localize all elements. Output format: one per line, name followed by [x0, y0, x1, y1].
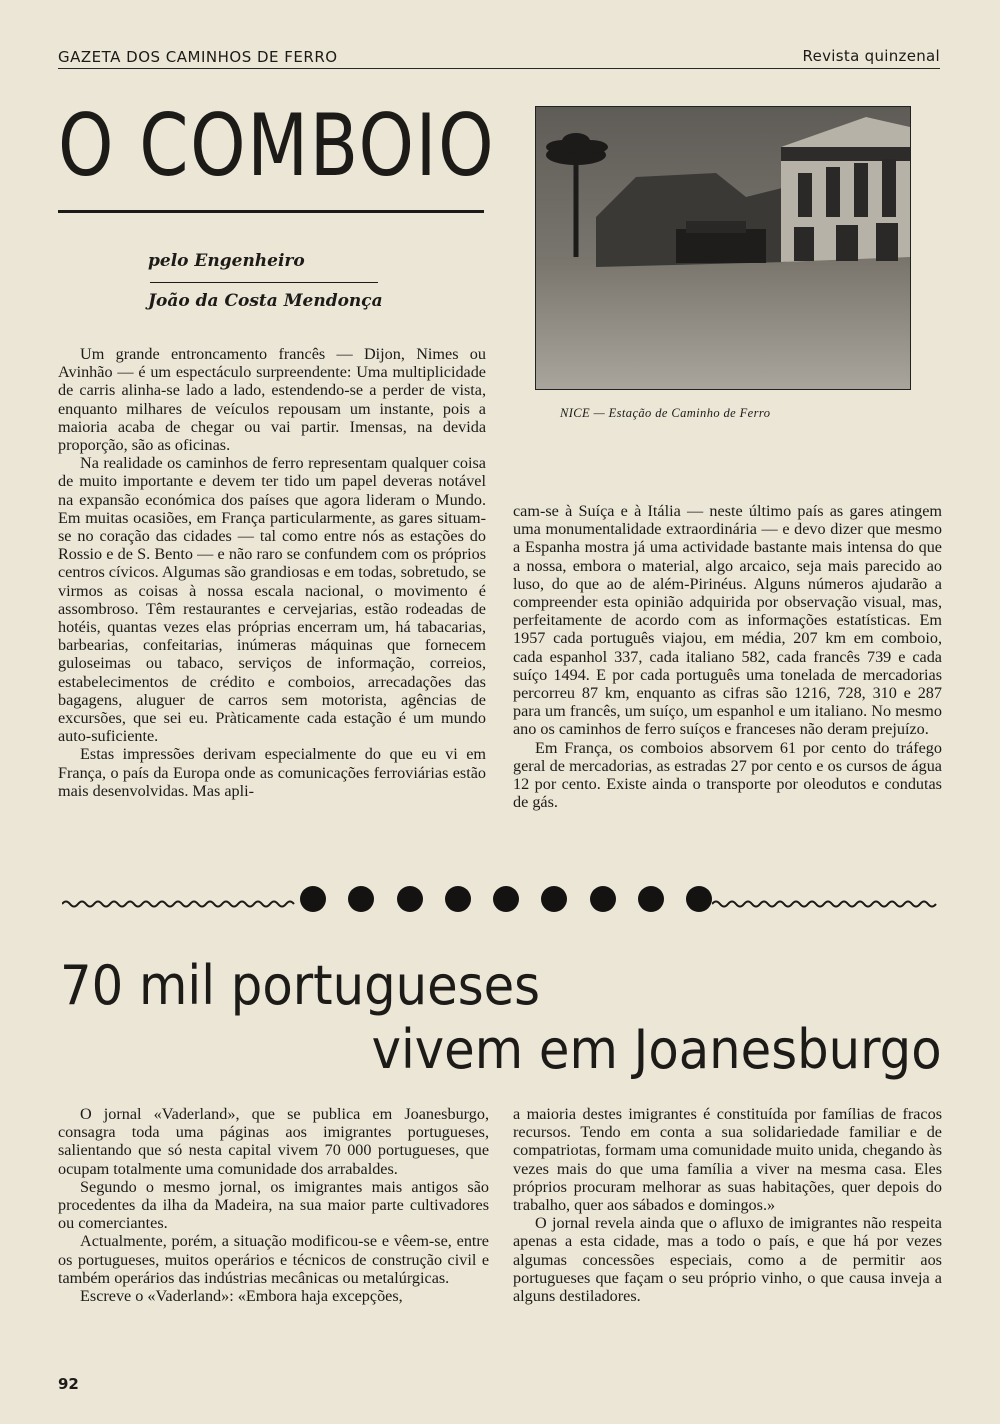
paragraph: O jornal «Vaderland», que se publica em Joanesburgo, consagra toda uma páginas aos imigrantes portugueses, salientando que só nesta capital vivem 70 000 portugueses, que ocupam totalmente uma comunidade dos arrabaldes.: [58, 1105, 489, 1178]
paragraph: a maioria destes imigrantes é constituída por famílias de fracos recursos. Tendo em conta a sua solidariedade familiar e de compatriotas, formam uma comunidade muito unida, chegando às vezes mais do que uma família a viver na mesma casa. Eles próprios procuram melhorar as suas habitações, quer depois do trabalho, quer aos sábados e domingos.»: [513, 1105, 942, 1215]
byline-rule: [150, 282, 378, 283]
wave-ornament-left: [62, 898, 300, 910]
article1-column-1: [58, 345, 486, 800]
article2-column-1: [58, 1105, 489, 1305]
byline-author: João da Costa Mendonça: [148, 291, 383, 311]
station-photo-drawing: [536, 107, 910, 389]
divider-dot: [638, 886, 664, 912]
station-photo: [535, 106, 911, 390]
divider-dot: [397, 886, 423, 912]
divider-dot: [590, 886, 616, 912]
publication-name: GAZETA DOS CAMINHOS DE FERRO: [58, 48, 338, 66]
divider-dot: [541, 886, 567, 912]
dot-divider: [300, 884, 712, 914]
paragraph: Actualmente, porém, a situação modificou-se e vêem-se, entre os portugueses, muitos operários e técnicos de construção civil e também operários das indústrias mecânicas ou metalúrgicas.: [58, 1232, 489, 1287]
divider-dot: [445, 886, 471, 912]
divider-dot: [686, 886, 712, 912]
article1-column-2: [513, 502, 942, 811]
wave-ornament-right: [712, 898, 942, 910]
article-title: O COMBOIO: [58, 96, 496, 196]
divider-dot: [493, 886, 519, 912]
photo-caption: NICE — Estação de Caminho de Ferro: [560, 406, 771, 420]
paragraph: Estas impressões derivam especialmente do que eu vi em França, o país da Europa onde as comunicações ferroviárias estão mais desenvolvidas. Mas apli-: [58, 745, 486, 800]
paragraph: Na realidade os caminhos de ferro representam qualquer coisa de muito importante e devem ter tido um papel deveras notável na expansão económica dos países que agora lideram o Mundo. Em muitas ocasiões, em França particularmente, as gares situam-se no coração das cidades — tal como entre nós as estações do Rossio e de S. Bento — e não raro se confundem com os próprios centros cívicos. Algumas são grandiosas e em todas, sobretudo, se virmos as coisas à nossa escala nacional, o movimento é assombroso. Têm restaurantes e cervejarias, estão rodeadas de hotéis, quantas vezes elas próprias encerram um, há tabacarias, barbearias, confeitarias, inúmeras máquinas que fornecem guloseimas ou tabaco, serviços de informação, correios, estabelecimentos de crédito e comboios, arrecadações das bagagens, aluguer de carros sem motorista, agências de excursões, que sei eu. Pràticamente cada estação é um mundo auto-suficiente.: [58, 454, 486, 746]
divider-dot: [348, 886, 374, 912]
paragraph: O jornal revela ainda que o afluxo de imigrantes não respeita apenas a esta cidade, mas a todo o país, e que há por vezes algumas concessões especiais, como a de permitir aos portugueses que façam o seu próprio vinho, o que causa inveja a alguns destiladores.: [513, 1214, 942, 1306]
title-rule: [58, 210, 484, 213]
paragraph: Escreve o «Vaderland»: «Embora haja excepções,: [80, 1287, 403, 1306]
paragraph: cam-se à Suíça e à Itália — neste último país as gares atingem uma monumentalidade extraordinária — e devo dizer que mesmo a Espanha mostra já uma actividade bastante mais intensa do que a nossa, embora o material, algo arcaico, seja mais parecido ao luso, do que ao de além-Pirinéus. Alguns números ajudarão a compreender esta opinião adquirida por observação visual, mas, perfeitamente de acordo com as informações estatísticas. Em 1957 cada português viajou, em média, 207 km em comboio, cada espanhol 337, cada italiano 582, cada francês 739 e cada suíço 1494. E por cada português uma tonelada de mercadorias percorreu 87 km, enquanto as cifras são 1216, 728, 310 e 287 para um francês, um suíço, um espanhol e um italiano. No mesmo ano os caminhos de ferro suíços e franceses não deram prejuízo.: [513, 502, 942, 739]
divider-dot: [300, 886, 326, 912]
paragraph: Em França, os comboios absorvem 61 por cento do tráfego geral de mercadorias, as estradas 27 por cento e os cursos de água 12 por cento. Existe ainda o transporte por oleodutos e condutas de gás.: [513, 738, 942, 812]
article2-column-2: [513, 1105, 942, 1305]
article2-title-line-2: vivem em Joanesburgo: [371, 1018, 942, 1081]
publication-frequency: Revista quinzenal: [802, 47, 940, 65]
article2-title-line-1: 70 mil portugueses: [60, 954, 541, 1017]
header-rule: [58, 68, 940, 69]
paragraph: Segundo o mesmo jornal, os imigrantes mais antigos são procedentes da ilha da Madeira, na sua maior parte cultivadores ou comerciantes.: [58, 1177, 489, 1233]
byline-prefix: pelo Engenheiro: [148, 251, 305, 271]
paragraph: Um grande entroncamento francês — Dijon, Nimes ou Avinhão — é um espectáculo surpreendente: Uma multiplicidade de carris alinha-se lado a lado, estendendo-se a perder de vista, enquanto milhares de veículos repousam um instante, pois a maioria acaba de chegar ou vai partir. Imensas, na devida proporção, são as oficinas.: [58, 345, 486, 455]
page-number: 92: [58, 1375, 79, 1393]
